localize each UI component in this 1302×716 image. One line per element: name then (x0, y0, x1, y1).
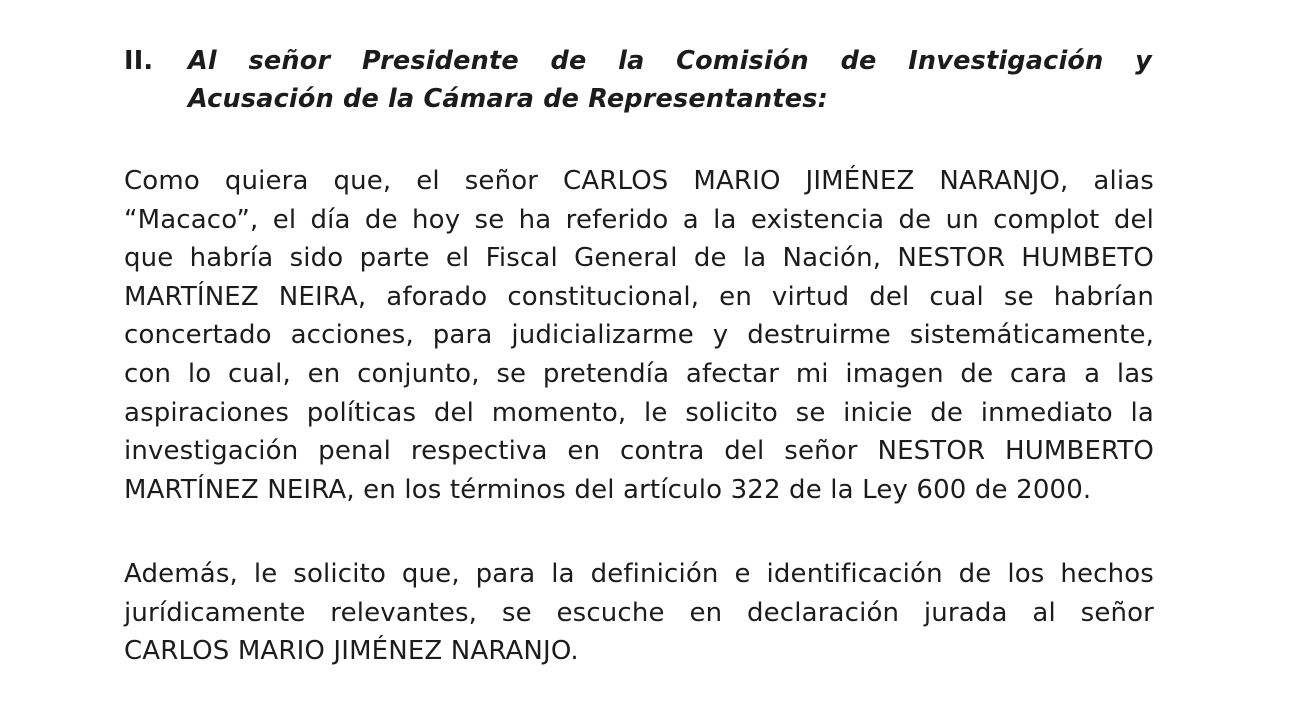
paragraph-line: investigación penal respectiva en contra del señor NESTOR HUMBERTO (124, 436, 1154, 467)
paragraph-line: CARLOS MARIO JIMÉNEZ NARANJO. (124, 636, 579, 667)
section-heading (124, 42, 1164, 118)
paragraph-request-investigation (124, 162, 1154, 509)
paragraph-line: Como quiera que, el señor CARLOS MARIO JIMÉNEZ NARANJO, alias (124, 166, 1154, 196)
section-number: II. (124, 46, 154, 76)
paragraph-line: MARTÍNEZ NEIRA, aforado constitucional, en virtud del cual se habrían (124, 281, 1154, 312)
paragraph-line: MARTÍNEZ NEIRA, en los términos del artículo 322 de la Ley 600 de 2000. (124, 474, 1092, 505)
paragraph-request-testimony (124, 555, 1154, 671)
paragraph-line: jurídicamente relevantes, se escuche en declaración jurada al señor (124, 597, 1154, 628)
paragraph-line: aspiraciones políticas del momento, le solicito se inicie de inmediato la (124, 397, 1154, 428)
paragraph-line: con lo cual, en conjunto, se pretendía afectar mi imagen de cara a las (124, 358, 1154, 389)
paragraph-line: “Macaco”, el día de hoy se ha referido a la existencia de un complot del (124, 204, 1154, 235)
paragraph-line: Además, le solicito que, para la definición e identificación de los hechos (124, 559, 1154, 589)
section-title (188, 42, 1152, 118)
section-title-line: Acusación de la Cámara de Representantes: (188, 84, 829, 114)
paragraph-line: concertado acciones, para judicializarme y destruirme sistemáticamente, (124, 320, 1154, 351)
section-title-line: Al señor Presidente de la Comisión de Investigación y (188, 46, 1152, 76)
paragraph-line: que habría sido parte el Fiscal General de la Nación, NESTOR HUMBETO (124, 243, 1154, 274)
